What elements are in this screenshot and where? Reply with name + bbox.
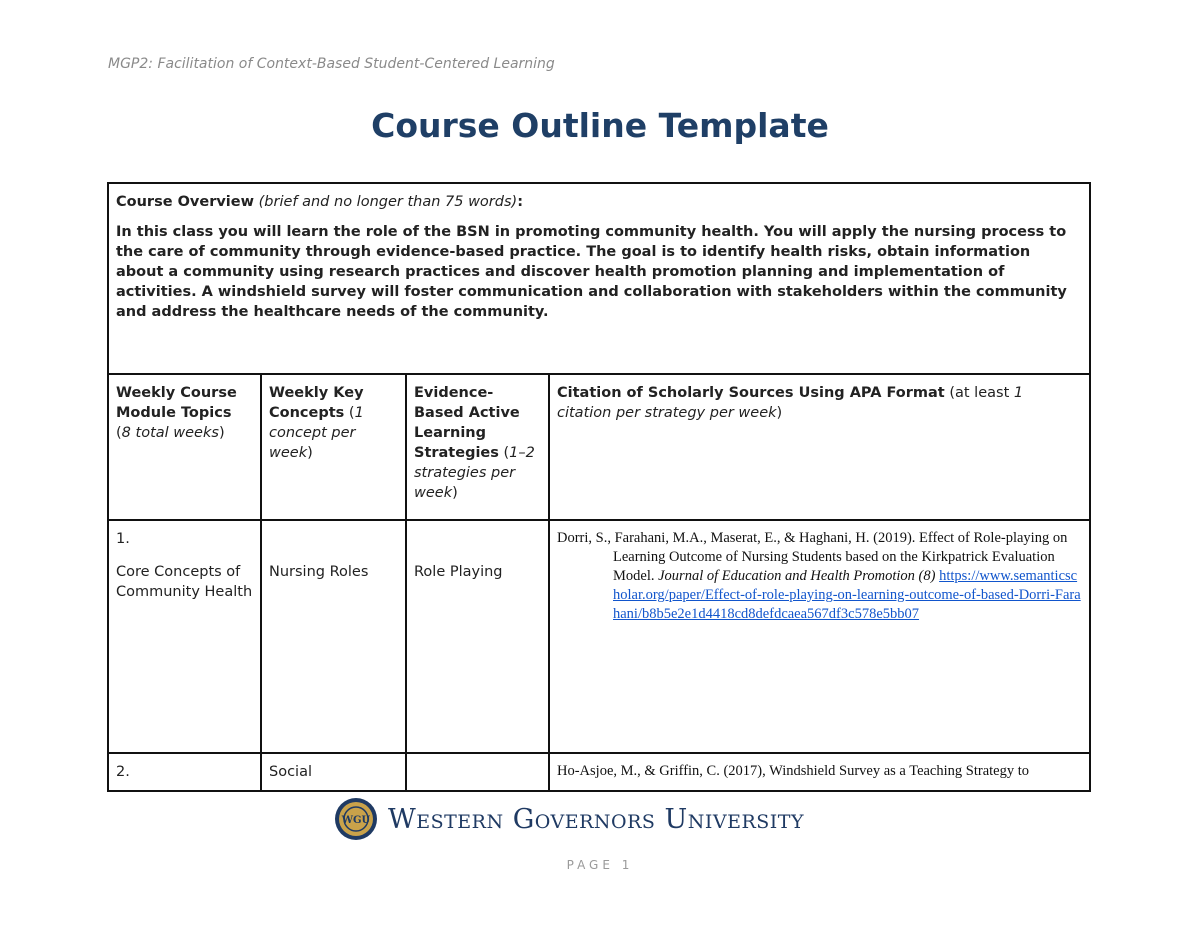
row-citation-cell <box>549 753 1090 791</box>
header-citation-paren-close: ) <box>776 405 783 421</box>
header-strategies-paren-open: ( <box>498 445 510 461</box>
header-concepts-note: 1 concept per week <box>269 405 364 461</box>
header-strategies-paren-close: ) <box>452 485 458 501</box>
header-topics-paren-close: ) <box>218 425 225 441</box>
header-strategies-label: Evidence-Based Active Learning Strategies <box>414 385 520 461</box>
header-concepts <box>261 374 406 520</box>
citation-link[interactable]: https://www.semanticscholar.org/paper/Effect-of-role-playing-on-learning-outcome-of-based-Dorri-Farahani/b8b5e2e1d4418cd8defdcaea567df3c578e5bb07 <box>613 568 1081 622</box>
header-concepts-paren-open: ( <box>344 405 355 421</box>
header-topics-paren-open: ( <box>116 425 122 441</box>
row-strategy-cell <box>406 753 549 791</box>
overview-cell <box>108 183 1090 374</box>
row-concept: Nursing Roles <box>269 564 369 580</box>
table-row <box>108 753 1090 791</box>
svg-text:WGU: WGU <box>341 815 371 826</box>
row-topic: Core Concepts of Community Health <box>116 564 253 600</box>
page-number: PAGE 1 <box>566 858 634 872</box>
row-topic-cell <box>108 520 261 753</box>
overview-row <box>108 183 1090 374</box>
header-citation-label: Citation of Scholarly Sources Using APA Format <box>557 385 945 401</box>
row-concept-cell <box>261 753 406 791</box>
header-concepts-paren-close: ) <box>307 445 313 461</box>
overview-label-text: Course Overview <box>116 194 255 210</box>
row-concept: Social <box>269 764 312 780</box>
citation: Ho-Asjoe, M., & Griffin, C. (2017), Windshield Survey as a Teaching Strategy to <box>557 763 1030 779</box>
row-strategy: Role Playing <box>414 564 503 580</box>
header-strategies <box>406 374 549 520</box>
header-citation <box>549 374 1090 520</box>
header-topics-label: Weekly Course Module Topics <box>116 385 237 421</box>
row-concept-cell <box>261 520 406 753</box>
header-topics <box>108 374 261 520</box>
overview-colon: : <box>517 194 523 210</box>
row-topic-cell <box>108 753 261 791</box>
header-citation-note: 1 citation per strategy per week <box>557 385 1024 421</box>
overview-note: (brief and no longer than 75 words) <box>258 194 518 210</box>
row-number: 1. <box>116 531 130 547</box>
citation-text: Dorri, S., Farahani, M.A., Maserat, E., & Haghani, H. (2019). Effect of Role-playing on Learning Outcome of Nursing Students based on the Kirkpatrick Evaluation Model. <box>557 530 1068 584</box>
row-number: 2. <box>116 764 130 780</box>
row-citation-cell <box>549 520 1090 753</box>
running-header: MGP2: Facilitation of Context-Based Student-Centered Learning <box>108 56 555 72</box>
citation <box>557 529 1082 624</box>
column-header-row <box>108 374 1090 520</box>
table-row <box>108 520 1090 753</box>
row-strategy-cell <box>406 520 549 753</box>
page-title: Course Outline Template <box>371 106 829 145</box>
wgu-wordmark: Western Governors University <box>388 803 805 835</box>
citation-journal: Journal of Education and Health Promotion (8) <box>658 568 936 584</box>
overview-text: In this class you will learn the role of the BSN in promoting community health. You will apply the nursing process to the care of community through evidence-based practice. The goal is to identify health risks, obtain information about a community using research practices and discover health promotion planning and implementation of activities. A windshield survey will foster communication and collaboration with stakeholders within the community and address the healthcare needs of the community. <box>116 224 1067 320</box>
header-concepts-label: Weekly Key Concepts <box>269 385 364 421</box>
wgu-seal-icon <box>334 797 378 841</box>
header-strategies-note: 1–2 strategies per week <box>414 445 535 501</box>
wgu-logo <box>334 796 804 842</box>
overview-label <box>116 192 1082 212</box>
course-outline-table <box>107 182 1091 792</box>
header-topics-note: 8 total weeks <box>121 425 219 441</box>
header-citation-paren-open: (at least <box>944 385 1014 401</box>
